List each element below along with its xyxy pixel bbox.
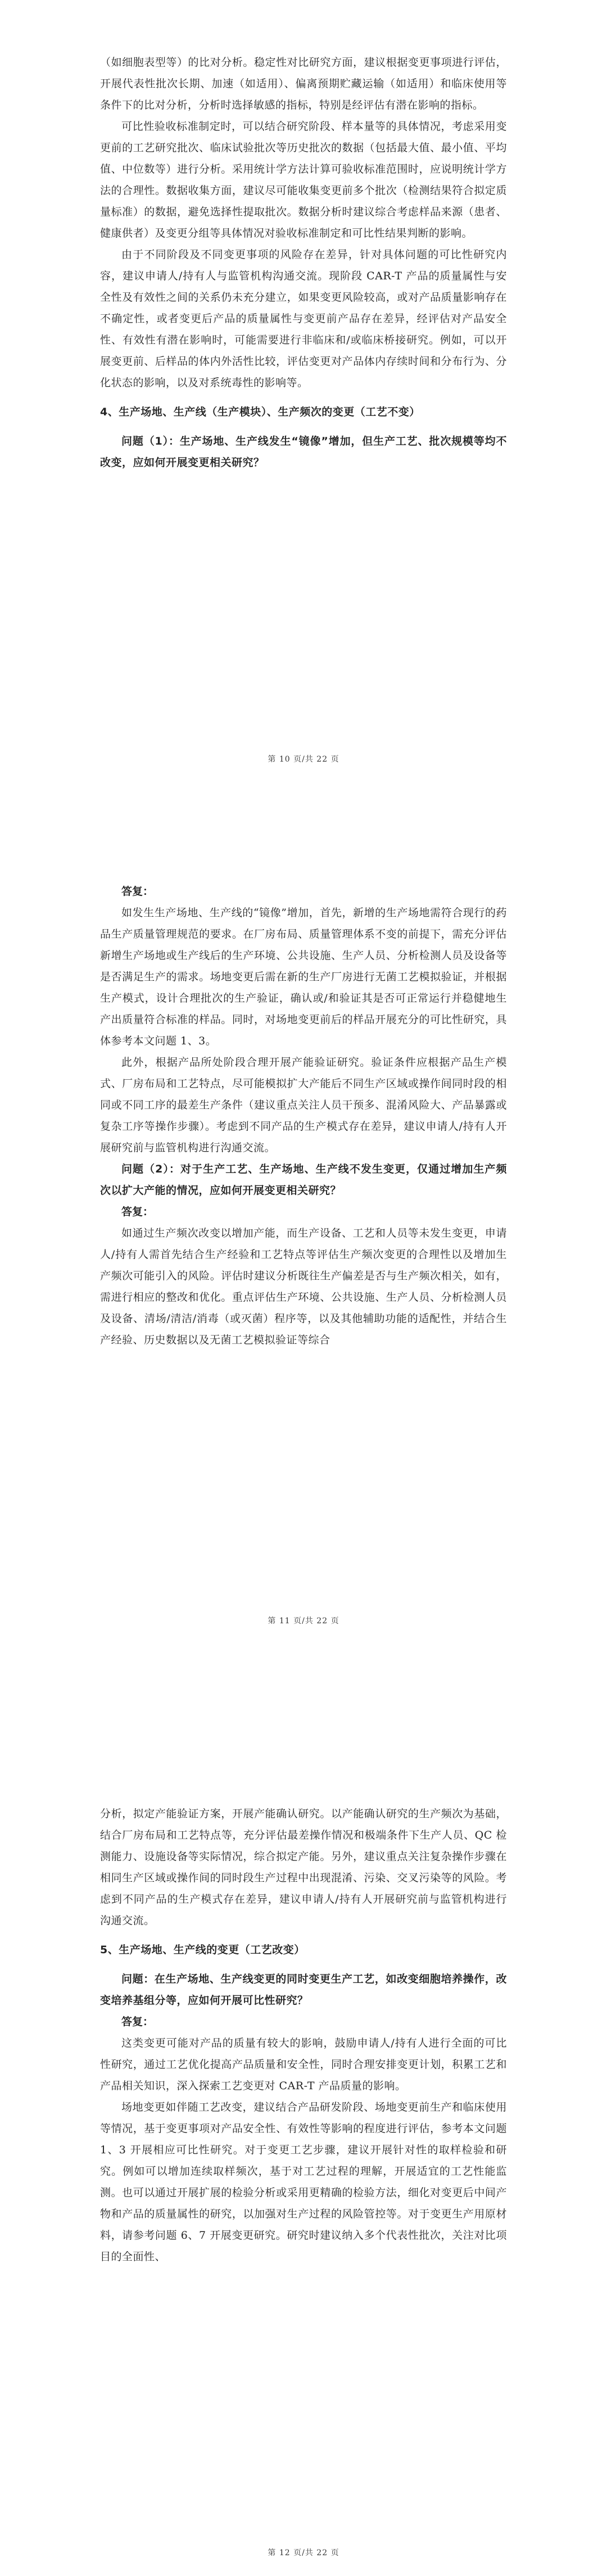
document-page-11 [0, 857, 607, 1716]
paragraph: （如细胞表型等）的比对分析。稳定性对比研究方面，建议根据变更事项进行评估，开展代表性批次长期、加速（如适用）、偏离预期贮藏运输（如适用）和临床使用等条件下的比对分析，分析时选择敏感的指标，特别是经评估有潜在影响的指标。 [100, 56, 507, 111]
paragraph: 可比性验收标准制定时，可以结合研究阶段、样本量等的具体情况，考虑采用变更前的工艺研究批次、临床试验批次等历史批次的数据（包括最大值、最小值、平均值、中位数等）进行分析。采用统计学方法计算可验收标准范围时，应说明统计学方法的合理性。数据收集方面，建议尽可能收集变更前多个批次（检测结果符合拟定质量标准）的数据，避免选择性提取批次。数据分析时建议综合考虑样品来源（患者、健康供者）及变更分组等具体情况对验收标准制定和可比性结果判断的影响。 [100, 120, 507, 239]
page-number: 第 11 页/共 22 页 [268, 1617, 339, 1626]
question-text: 问题：在生产场地、生产线变更的同时变更生产工艺，如改变细胞培养操作，改变培养基组分等，应如何开展可比性研究？ [100, 1973, 507, 2007]
section-heading: 5、生产场地、生产线的变更（工艺改变） [100, 1944, 305, 1956]
document-page-10 [0, 0, 607, 857]
paragraph: 这类变更可能对产品的质量有较大的影响，鼓励申请人/持有人进行全面的可比性研究，通过工艺优化提高产品质量和安全性，同时合理安排变更计划，积累工艺和产品相关知识，深入探索工艺变更对 CAR-T 产品质量的影响。 [100, 2037, 507, 2092]
page-content [100, 1803, 507, 2267]
page-number: 第 12 页/共 22 页 [268, 2548, 339, 2557]
paragraph: 如发生生产场地、生产线的“镜像”增加，首先，新增的生产场地需符合现行的药品生产质量管理规范的要求。在厂房布局、质量管理体系不变的前提下，需充分评估新增生产场地或生产线后的生产环境、公共设施、生产人员、分析检测人员及设备等是否满足生产的需求。场地变更后需在新的生产厂房进行无菌工艺模拟验证，并根据生产模式，设计合理批次的生产验证，确认或/和验证其是否可正常运行并稳健地生产出质量符合标准的样品。同时，对场地变更前后的样品开展充分的可比性研究，具体参考本文问题 1、3。 [100, 907, 507, 1047]
document-page-12 [0, 1716, 607, 2576]
question-text: 问题（1）：生产场地、生产线发生“镜像”增加，但生产工艺、批次规模等均不改变，应如何开展变更相关研究？ [100, 435, 507, 469]
paragraph: 场地变更如伴随工艺改变，建议结合产品研发阶段、场地变更前生产和临床使用等情况，基于变更事项对产品安全性、有效性等影响的程度进行评估，参考本文问题 1、3 开展相应可比性研究。对于变更工艺步骤，建议开展针对性的取样检验和研究。例如可以增加连续取样频次，基于对工艺过程的理解，开展适宜的工艺性能监测。也可以通过开展扩展的检验分析或采用更精确的检验方法，细化对变更后中间产物和产品的质量属性的研究，以加强对生产过程的风险管控等。对于变更生产用原材料，请参考问题 6、7 开展变更研究。研究时建议纳入多个代表性批次，关注对比项目的全面性、 [100, 2101, 507, 2263]
answer-label: 答复： [121, 885, 154, 898]
answer-label: 答复： [121, 1206, 154, 1218]
page-number: 第 10 页/共 22 页 [268, 755, 339, 764]
question-text: 问题（2）：对于生产工艺、生产场地、生产线不发生变更，仅通过增加生产频次以扩大产能的情况，应如何开展变更相关研究？ [100, 1163, 507, 1197]
section-heading: 4、生产场地、生产线（生产模块）、生产频次的变更（工艺不变） [100, 406, 420, 418]
paragraph: 此外，根据产品所处阶段合理开展产能验证研究。验证条件应根据产品生产模式、厂房布局和工艺特点，尽可能模拟扩大产能后不同生产区域或操作间同时段的相同或不同工序的最差生产条件（建议重点关注人员干预多、混淆风险大、产品暴露或复杂工序等操作步骤）。考虑到不同产品的生产模式存在差异，建议申请人/持有人开展研究前与监管机构进行沟通交流。 [100, 1056, 507, 1154]
paragraph: 分析，拟定产能验证方案，开展产能确认研究。以产能确认研究的生产频次为基础，结合厂房布局和工艺特点等，充分评估最差操作情况和极端条件下生产人员、QC 检测能力、设施设备等实际情况，综合拟定产能。另外，建议重点关注复杂操作步骤在相同生产区域或操作间的同时段生产过程中出现混淆、污染、交叉污染等的风险。考虑到不同产品的生产模式存在差异，建议申请人/持有人开展研究前与监管机构进行沟通交流。 [100, 1808, 507, 1927]
page-content [100, 881, 507, 1351]
answer-label: 答复： [121, 2016, 154, 2028]
paragraph: 如通过生产频次改变以增加产能，而生产设备、工艺和人员等未发生变更，申请人/持有人需首先结合生产经验和工艺特点等评估生产频次变更的合理性以及增加生产频次可能引入的风险。评估时建议分析既往生产偏差是否与生产频次相关，如有，需进行相应的整改和优化。重点评估生产环境、公共设施、生产人员、分析检测人员及设备、清场/清洁/消毒（或灭菌）程序等，以及其他辅助功能的适配性，并结合生产经验、历史数据以及无菌工艺模拟验证等综合 [100, 1227, 507, 1346]
page-content [100, 52, 507, 473]
paragraph: 由于不同阶段及不同变更事项的风险存在差异，针对具体问题的可比性研究内容，建议申请人/持有人与监管机构沟通交流。现阶段 CAR-T 产品的质量属性与安全性及有效性之间的关系仍未充分建立，如果变更风险较高，或对产品质量影响存在不确定性，或者变更后产品的质量属性与变更前产品存在差异，经评估对产品安全性、有效性有潜在影响时，可能需要进行非临床和/或临床桥接研究。例如，可以开展变更前、后样品的体内外活性比较，评估变更对产品体内存续时间和分布行为、分化状态的影响，以及对系统毒性的影响等。 [100, 248, 507, 389]
